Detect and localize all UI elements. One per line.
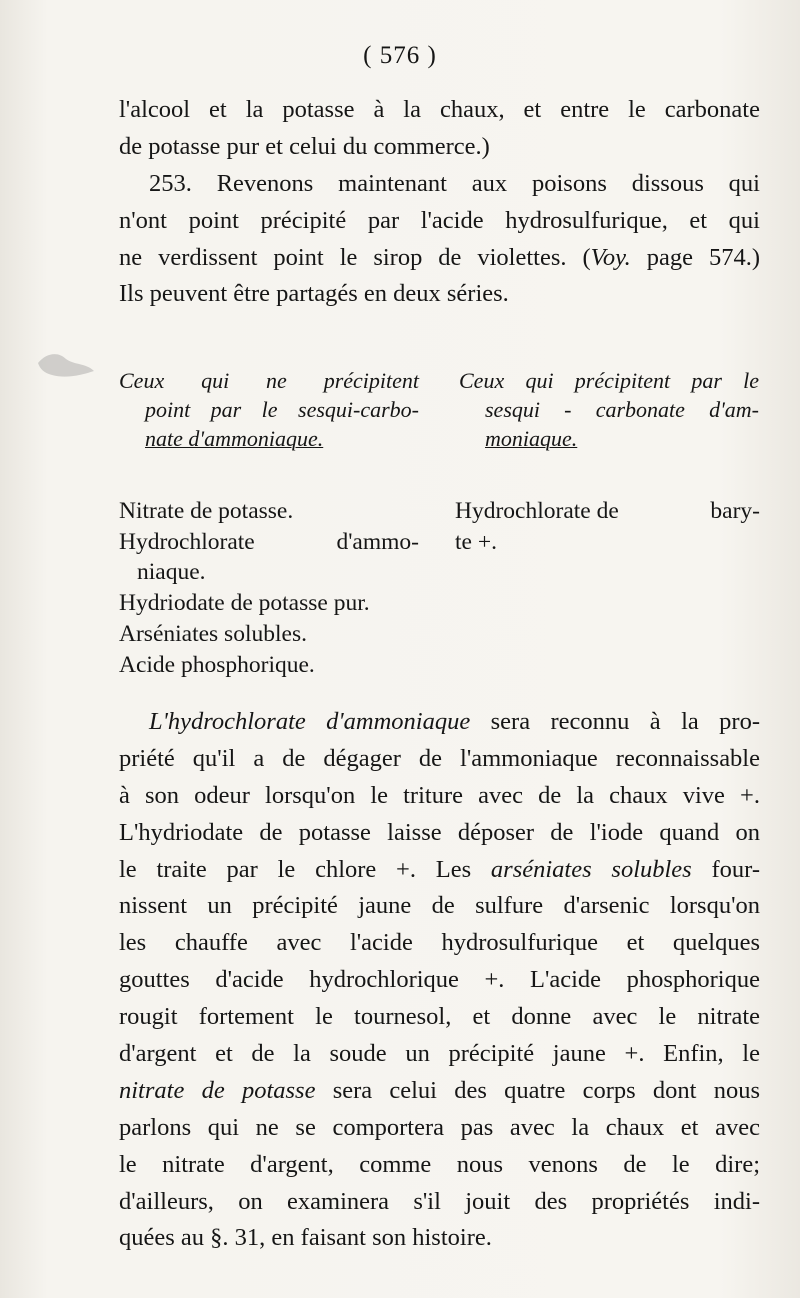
header-line: Ceux qui ne précipitent (119, 368, 419, 393)
text-line: de potasse pur et celui du commerce.) (119, 132, 490, 160)
text-line: L'hydriodate de potasse laisse déposer de l'iode quand on (119, 818, 760, 846)
text-line: les chauffe avec l'acide hydrosulfurique et quelques (119, 929, 760, 957)
right-poison-list (455, 496, 760, 557)
page-number: ( 576 ) (363, 42, 437, 69)
text-line: nissent un précipité jaune de sulfure d'arsenic lorsqu'on (119, 892, 760, 920)
text-line: priété qu'il a de dégager de l'ammoniaque reconnaissable (119, 744, 760, 772)
ink-blot-mark (36, 345, 96, 385)
text-line: 253. Revenons maintenant aux poisons dissous qui (149, 169, 760, 197)
italic-term: L'hydrochlorate d'ammoniaque (149, 708, 471, 735)
italic-term: Voy. (590, 243, 631, 271)
text-line: le nitrate d'argent, comme nous venons de le dire; (119, 1150, 760, 1178)
header-line: moniaque. (485, 426, 578, 451)
right-series-header (459, 366, 759, 453)
text-line: l'alcool et la potasse à la chaux, et entre le carbonate (119, 96, 760, 123)
text-line: à son odeur lorsqu'on le triture avec de la chaux vive +. (119, 781, 760, 809)
text-line: n'ont point précipité par l'acide hydrosulfurique, et qui (119, 206, 760, 234)
list-item: Hydrochlorate de bary- (455, 498, 760, 524)
header-line: nate d'ammoniaque. (145, 426, 324, 451)
italic-term: arséniates solubles (490, 855, 692, 883)
header-line: point par le sesqui-carbo- (145, 397, 419, 422)
list-item: Nitrate de potasse. (119, 498, 294, 524)
header-line: Ceux qui précipitent par le (459, 368, 759, 393)
text-line: gouttes d'acide hydrochlorique +. L'acide phosphorique (119, 966, 760, 994)
text-line: d'ailleurs, on examinera s'il jouit des propriétés indi- (119, 1187, 760, 1215)
left-poison-list (119, 496, 439, 680)
italic-term: nitrate de potasse (119, 1076, 316, 1104)
top-paragraph (119, 92, 760, 313)
list-item: Hydrochlorate d'ammo- (119, 528, 419, 555)
text-line: d'argent et de la soude un précipité jaune +. Enfin, le (119, 1040, 760, 1068)
list-item: niaque. (137, 559, 206, 586)
text-line: L'hydrochlorate d'ammoniaque sera reconnu à la pro- (149, 708, 760, 735)
list-item: Hydriodate de potasse pur. (119, 590, 370, 617)
left-series-header (119, 366, 419, 453)
header-line: sesqui - carbonate d'am- (485, 397, 759, 422)
text-line: ne verdissent point le sirop de violettes. (Voy. page 574.) (119, 243, 760, 271)
text-line: parlons qui ne se comportera pas avec la chaux et avec (119, 1113, 760, 1141)
list-item: Acide phosphorique. (119, 651, 315, 678)
text-line: Ils peuvent être partagés en deux séries. (119, 280, 509, 308)
text-line: quées au §. 31, en faisant son histoire. (119, 1224, 492, 1252)
text-line: nitrate de potasse sera celui des quatre corps dont nous (119, 1076, 760, 1104)
main-paragraph (119, 704, 760, 1257)
text-line: le traite par le chlore +. Les arséniates solubles four- (119, 855, 760, 883)
list-item: Arséniates solubles. (119, 620, 307, 647)
list-item: te +. (455, 528, 497, 555)
text-line: rougit fortement le tournesol, et donne avec le nitrate (119, 1003, 760, 1031)
